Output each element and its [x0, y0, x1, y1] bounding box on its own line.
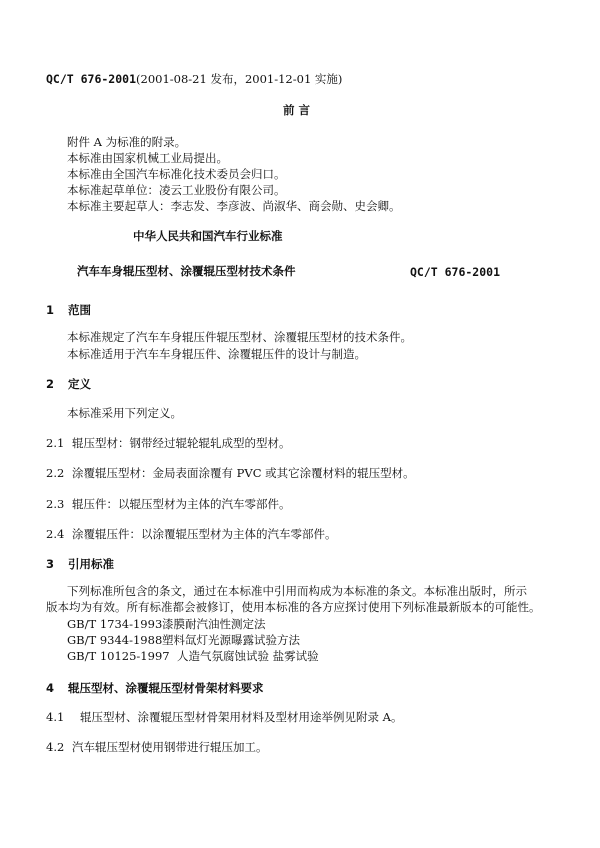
requirement-item — [46, 740, 268, 754]
standard-code: QC/T 676-2001 — [410, 265, 501, 279]
section-number: 3 — [46, 557, 55, 571]
item-text: 汽车辊压型材使用钢带进行辊压加工。 — [72, 740, 268, 754]
item-text: 涂覆辊压件：以涂覆辊压型材为主体的汽车零部件。 — [72, 527, 337, 541]
section-title: 定义 — [68, 377, 91, 391]
section-heading — [46, 681, 264, 695]
preface-line: 附件 A 为标准的附录。 — [67, 135, 187, 149]
item-number: 4.1 — [46, 710, 65, 724]
section-title: 引用标准 — [68, 557, 114, 571]
definition-item — [46, 436, 291, 450]
item-number: 2.3 — [46, 497, 65, 511]
standard-organization: 中华人民共和国汽车行业标准 — [133, 229, 283, 243]
item-text: 辊压型材：钢带经过辊轮辊轧成型的型材。 — [72, 436, 291, 450]
reference-code: GB/T 1734-1993 — [67, 617, 163, 631]
reference-code: GB/T 10125-1997 — [67, 649, 170, 663]
preface-line: 本标准起草单位：凌云工业股份有限公司。 — [67, 183, 286, 197]
section-number: 2 — [46, 377, 55, 391]
definition-item — [46, 466, 415, 480]
reference-name: 漆膜耐汽油性测定法 — [162, 617, 266, 631]
item-number: 4.2 — [46, 740, 65, 754]
item-text: 辊压件：以辊压型材为主体的汽车零部件。 — [72, 497, 291, 511]
section-heading — [46, 303, 91, 317]
reference-name: 塑料氙灯光源曝露试验方法 — [162, 633, 300, 647]
definition-item — [46, 497, 291, 511]
paragraph-line: 版本均为有效。所有标准都会被修订，使用本标准的各方应探讨使用下列标准最新版本的可能性。 — [46, 600, 541, 614]
section-title: 辊压型材、涂覆辊压型材骨架材料要求 — [68, 681, 264, 695]
section-number: 1 — [46, 303, 55, 317]
publication-dates: (2001-08-21 发布，2001-12-01 实施) — [136, 72, 343, 86]
definition-item — [46, 527, 337, 541]
section-title: 范围 — [68, 303, 91, 317]
standard-code-header: QC/T 676-2001 — [46, 72, 137, 86]
section-heading — [46, 377, 91, 391]
item-number: 2.4 — [46, 527, 65, 541]
item-number: 2.2 — [46, 466, 65, 480]
preface-line: 本标准由全国汽车标准化技术委员会归口。 — [67, 167, 286, 181]
header-line — [46, 72, 342, 86]
paragraph-line: 本标准采用下列定义。 — [67, 406, 182, 420]
reference-item — [67, 649, 319, 663]
paragraph-line: 本标准规定了汽车车身辊压件辊压型材、涂覆辊压型材的技术条件。 — [67, 330, 412, 344]
item-text: 辊压型材、涂覆辊压型材骨架用材料及型材用途举例见附录 A。 — [80, 710, 403, 724]
item-text: 涂覆辊压型材：金局表面涂覆有 PVC 或其它涂覆材料的辊压型材。 — [72, 466, 415, 480]
requirement-item — [46, 710, 402, 724]
reference-name: 人造气氛腐蚀试验 盐雾试验 — [177, 649, 319, 663]
reference-item — [67, 617, 266, 631]
standard-title: 汽车车身辊压型材、涂覆辊压型材技术条件 — [77, 264, 296, 278]
preface-line: 本标准由国家机械工业局提出。 — [67, 151, 228, 165]
section-heading — [46, 557, 114, 571]
section-number: 4 — [46, 681, 55, 695]
paragraph-line: 下列标准所包含的条文，通过在本标准中引用而构成为本标准的条文。本标准出版时，所示 — [67, 584, 527, 598]
preface-line: 本标准主要起草人：李志发、李彦波、尚淑华、商会勋、史会卿。 — [67, 199, 401, 213]
item-number: 2.1 — [46, 436, 65, 450]
reference-item — [67, 633, 300, 647]
preface-title: 前 言 — [283, 103, 311, 117]
paragraph-line: 本标准适用于汽车车身辊压件、涂覆辊压件的设计与制造。 — [67, 347, 366, 361]
reference-code: GB/T 9344-1988 — [67, 633, 163, 647]
